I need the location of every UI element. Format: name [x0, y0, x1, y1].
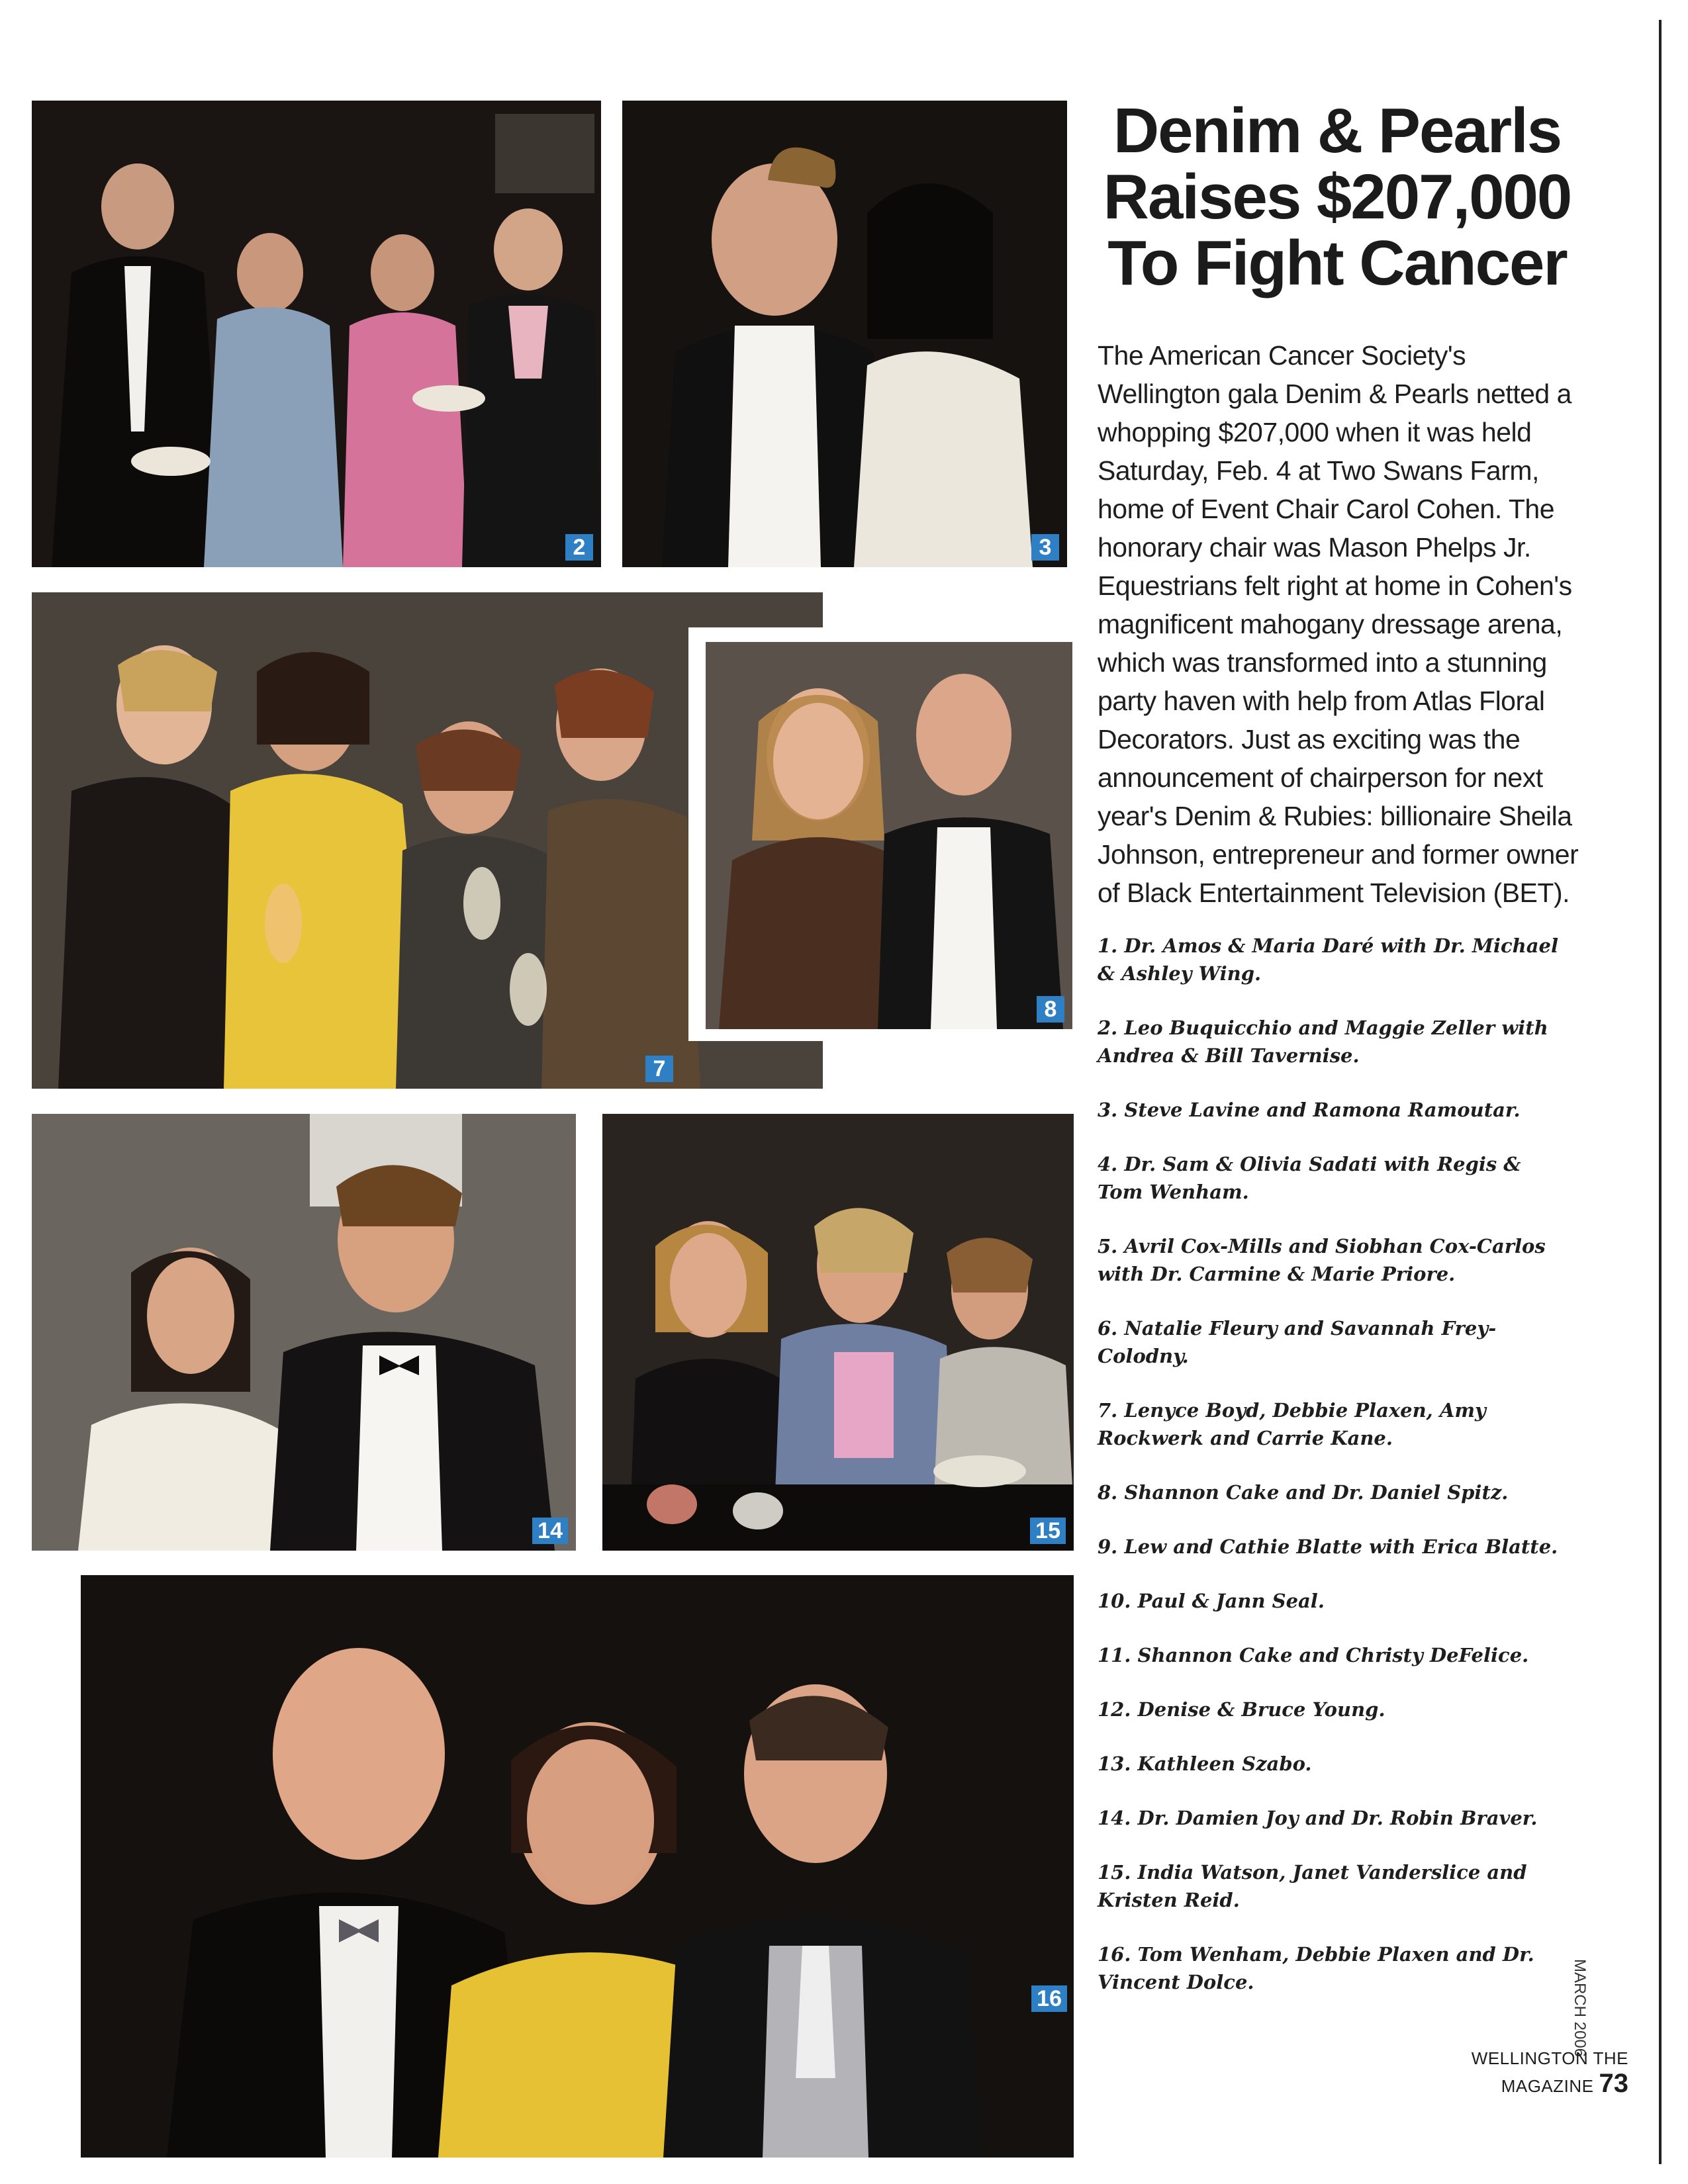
photo-3	[622, 101, 1067, 567]
caption-item: 7. Lenyce Boyd, Debbie Plaxen, Amy Rockwerk and Carrie Kane.	[1098, 1399, 1486, 1449]
caption-item: 4. Dr. Sam & Olivia Sadati with Regis & Tom Wenham.	[1098, 1153, 1521, 1203]
photo-number-badge: 8	[1037, 996, 1064, 1023]
photo-8-figures	[706, 642, 1072, 1029]
caption-item: 9. Lew and Cathie Blatte with Erica Blatte.	[1098, 1535, 1558, 1558]
photo-number-badge: 3	[1031, 534, 1059, 561]
page-footer	[1390, 2048, 1628, 2098]
photo-caption-list	[1098, 932, 1561, 2023]
page-edge-rule	[1659, 20, 1662, 2164]
photo-16	[81, 1575, 1074, 2158]
caption-item: 15. India Watson, Janet Vanderslice and Kristen Reid.	[1098, 1861, 1527, 1911]
photo-16-figures	[81, 1575, 1074, 2158]
issue-date: MARCH 2006	[1571, 1959, 1589, 2058]
photo-number-badge: 15	[1030, 1518, 1066, 1544]
caption-item: 2. Leo Buquicchio and Maggie Zeller with Andrea & Bill Tavernise.	[1098, 1017, 1548, 1067]
headline-line-2: Raises $207,000	[1103, 161, 1571, 232]
caption-item: 13. Kathleen Szabo.	[1098, 1752, 1312, 1775]
caption-item: 10. Paul & Jann Seal.	[1098, 1590, 1325, 1612]
photo-14-figures	[32, 1114, 576, 1551]
article-headline	[1086, 95, 1589, 298]
caption-item: 14. Dr. Damien Joy and Dr. Robin Braver.	[1098, 1807, 1538, 1829]
photo-number-badge: 2	[565, 534, 593, 561]
photo-number-badge: 14	[532, 1518, 568, 1544]
caption-item: 12. Denise & Bruce Young.	[1098, 1698, 1385, 1721]
photo-15-figures	[602, 1114, 1074, 1551]
magazine-name: WELLINGTON THE MAGAZINE	[1471, 2048, 1628, 2096]
photo-number-badge: 7	[645, 1056, 673, 1082]
page-number: 73	[1599, 2069, 1628, 2098]
article-body: The American Cancer Society's Wellington gala Denim & Pearls netted a whopping $207,000 when it was held Saturday, Feb. 4 at Two Swans Farm, home of Event Chair Carol Cohen. The honorary chair was Mason Phelps Jr. Equestrians felt right at home in Cohen's magnificent mahogany dressage arena, which was transformed into a stunning party haven with help from Atlas Floral Decorators. Just as exciting was the announcement of chairperson for next year's Denim & Rubies: billionaire Sheila Johnson, entrepreneur and former owner of Black Entertainment Television (BET).	[1098, 340, 1579, 908]
caption-item: 8. Shannon Cake and Dr. Daniel Spitz.	[1098, 1481, 1509, 1504]
photo-2-figures	[32, 101, 601, 567]
headline-line-1: Denim & Pearls	[1113, 95, 1562, 166]
caption-item: 5. Avril Cox-Mills and Siobhan Cox-Carlos with Dr. Carmine & Marie Priore.	[1098, 1235, 1546, 1285]
photo-14	[32, 1114, 576, 1551]
caption-item: 6. Natalie Fleury and Savannah Frey-Colodny.	[1098, 1317, 1497, 1367]
photo-3-figures	[622, 101, 1067, 567]
caption-item: 11. Shannon Cake and Christy DeFelice.	[1098, 1644, 1529, 1666]
caption-item: 3. Steve Lavine and Ramona Ramoutar.	[1098, 1099, 1521, 1121]
photo-15	[602, 1114, 1074, 1551]
photo-8	[706, 642, 1072, 1029]
photo-2	[32, 101, 601, 567]
caption-item: 1. Dr. Amos & Maria Daré with Dr. Michael & Ashley Wing.	[1098, 934, 1559, 985]
caption-item: 16. Tom Wenham, Debbie Plaxen and Dr. Vincent Dolce.	[1098, 1943, 1534, 1993]
photo-number-badge: 16	[1031, 1985, 1067, 2012]
headline-line-3: To Fight Cancer	[1107, 228, 1567, 298]
